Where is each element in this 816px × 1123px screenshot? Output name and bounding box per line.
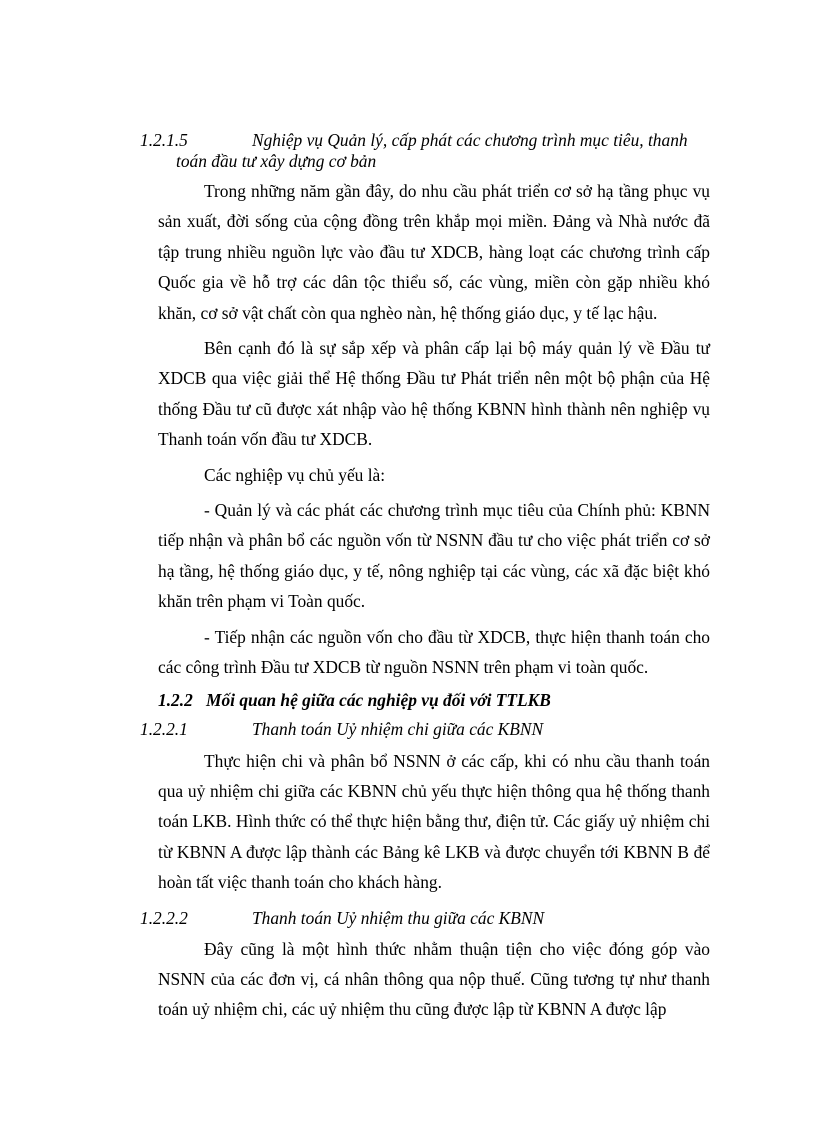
paragraph: - Quản lý và các phát các chương trình mục tiêu của Chính phủ: KBNN tiếp nhận và phân bổ các nguồn vốn từ NSNN đầu tư cho việc phát triển cơ sở hạ tầng, hệ thống giáo dục, y tế, nông nghiệp tại các vùng, các xã đặc biệt khó khăn trên phạm vi Toàn quốc. [158,500,710,612]
section-heading-1-2-2 [158,685,710,715]
paragraph: Các nghiệp vụ chủ yếu là: [204,464,386,485]
section-title: Thanh toán Uỷ nhiệm thu giữa các KBNN [252,907,545,928]
section-heading-1-2-2-1 [140,718,710,740]
paragraph: Thực hiện chi và phân bổ NSNN ở các cấp, khi có nhu cầu thanh toán qua uỷ nhiệm chi giữa các KBNN chủ yếu thực hiện thông qua hệ thống thanh toán LKB. Hình thức có thể thực hiện bằng thư, điện tử. Các giấy uỷ nhiệm chi từ KBNN A được lập thành các Bảng kê LKB và được chuyển tới KBNN B để hoàn tất việc thanh toán cho khách hàng. [158,750,710,893]
paragraph: Trong những năm gần đây, do nhu cầu phát triển cơ sở hạ tầng phục vụ sản xuất, đời sống của cộng đồng trên khắp mọi miền. Đảng và Nhà nước đã tập trung nhiều nguồn lực vào đầu tư XDCB, hàng loạt các chương trình cấp Quốc gia về hỗ trợ các dân tộc thiểu số, các vùng, miền còn gặp nhiều khó khăn, cơ sở vật chất còn qua nghèo nàn, hệ thống giáo dục, y tế lạc hậu. [158,181,710,323]
section-title: Nghiệp vụ Quản lý, cấp phát các chương trình mục tiêu, thanh toán đầu tư xây dựng cơ bản [176,130,688,171]
section-number: 1.2.2 [158,689,193,710]
paragraph: Đây cũng là một hình thức nhằm thuận tiện cho việc đóng góp vào NSNN của các đơn vị, cá nhân thông qua nộp thuế. Cũng tương tự như thanh toán uỷ nhiệm chi, các uỷ nhiệm thu cũng được lập từ KBNN A được lập [158,938,710,1020]
section-heading-1-2-1-5 [140,130,710,172]
paragraph: - Tiếp nhận các nguồn vốn cho đầu từ XDCB, thực hiện thanh toán cho các công trình Đầu tư XDCB từ nguồn NSNN trên phạm vi toàn quốc. [158,626,710,678]
section-number: 1.2.1.5 [140,130,188,150]
section-number: 1.2.2.2 [140,907,188,928]
section-title: Mối quan hệ giữa các nghiệp vụ đối với TTLKB [206,689,551,710]
section-number: 1.2.2.1 [140,718,188,739]
document-page [140,130,710,1025]
paragraph: Bên cạnh đó là sự sắp xếp và phân cấp lại bộ máy quản lý về Đầu tư XDCB qua việc giải thể Hệ thống Đầu tư Phát triển nên một bộ phận của Hệ thống Đầu tư cũ được xát nhập vào hệ thống KBNN hình thành nên nghiệp vụ Thanh toán vốn đầu tư XDCB. [158,338,710,450]
section-title: Thanh toán Uỷ nhiệm chi giữa các KBNN [252,718,544,739]
section-heading-1-2-2-2 [140,907,710,929]
